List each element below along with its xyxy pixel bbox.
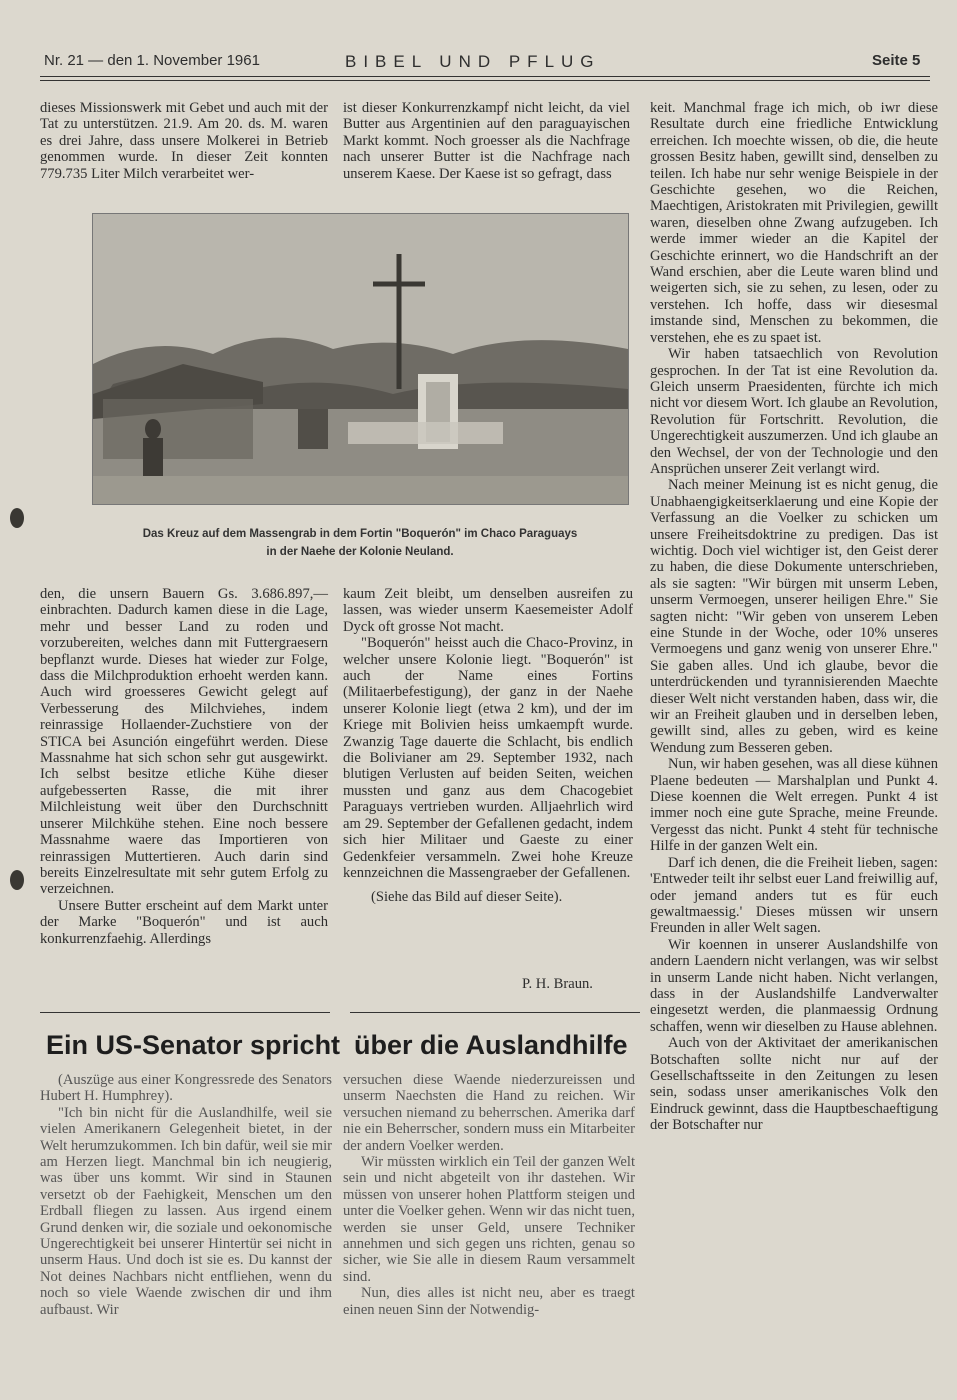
paragraph: versuchen diese Waende niederzureissen und unserm Naechsten die Hand zu reichen. Wir versuchen niemand zu beherrschen. Amerika darf nie ein Beherrscher, sondern muss ein Mitarbeiter der andern Voelker werden. (343, 1072, 635, 1154)
memorial-photo (92, 213, 629, 505)
top-column-1 (40, 100, 328, 182)
paragraph: kaum Zeit bleibt, um denselben ausreifen zu lassen, was wieder unserm Kaesemeister Adolf Dyck oft grosse Not macht. (343, 586, 633, 635)
article2-column-2 (343, 1072, 635, 1318)
paragraph: Wir haben tatsaechlich von Revolution gesprochen. In der Tat ist eine Revolution da. Gleich unserm Praesidenten, fürchte ich mich nicht vor diesem Wort. Ich glaube an Revolution, Revolution für Fortschritt. Revolution, die Ungerechtigkeit auszumerzen. Und ich glaube an den Wechsel, der von der Technologie und den Ansprüchen unserer Zeit verlangt wird. (650, 346, 938, 477)
headline-right: über die Auslandhilfe (354, 1030, 628, 1060)
page-number: Seite 5 (872, 52, 921, 69)
header-rule-thin (40, 80, 930, 81)
photo-caption (80, 525, 640, 561)
mid-column-1 (40, 586, 328, 947)
paragraph: Wir müssten wirklich ein Teil der ganzen Welt sein und nicht abgeteilt von ihr dastehen. Wir müssen von unserer hohen Plattform steigen und unter die Voelker gehen. Wenn wir das nicht tuen, werden sie unser Geld, unsere Techniker annehmen und sich gegen uns richten, genau so sicher, wie Sie alle in diesem Raum versammelt sind. (343, 1154, 635, 1285)
mid-column-2 (343, 586, 633, 906)
article-divider (350, 1012, 640, 1013)
paragraph: Nun, wir haben gesehen, was all diese kühnen Plaene bedeuten — Marshalplan und Punkt 4. Diese koennen die Welt erregen. Punkt 4 ist immer noch eine gute Sprache, meine Freunde. Vergesst das nicht. Punkt 4 steht für technische Hilfe in der ganzen Welt ein. (650, 756, 938, 855)
paragraph: "Ich bin nicht für die Auslandhilfe, weil sie vielen Amerikanern Gelegenheit bietet, in der Welt herumzukommen. Ich bin dafür, weil sie mir am Herzen liegt. Manchmal bin ich neugierig, was über uns kommt. Wir sind in Staunen versetzt ob der Faehigkeit, Menschen um den Erdball fliegen zu lassen. Aus irgend einem Grund denken wir, die soziale und oekonomische Ungerechtigkeit bei unserer Hintertür sei nicht in unserm Haus. Und doch ist sie es. Du kannst der Not deines Nachbars nicht entfliehen, wenn du noch so viele Waende zwischen dir und ihm aufbaust. Wir (40, 1104, 332, 1318)
caption-line-2: in der Naehe der Kolonie Neuland. (266, 546, 454, 558)
paragraph: keit. Manchmal frage ich mich, ob iwr diese Resultate durch eine friedliche Entwicklung erreichen. Ich moechte wissen, ob die, die heute grossen Besitz haben, gewillt sind, denselben zu teilen. Ich habe nur sehr wenige Beispiele in der Geschichte gesehen, wo die Reichen, Maechtigen, Aristokraten mit Privilegien, gewillt waren, dieselben ohne Zwang aufzugeben. Ich werde immer wieder an die Kapitel der Geschichte erinnert, wo die Handschrift an der Wand erschien, aber die Leute waren blind und weigerten sich, sie zu sehen, zu lesen, oder zu verstehen. Ich hoffe, dass wir diesesmal imstande sind, Menschen zu bekommen, die verstehen, ehe es zu spaet ist. (650, 100, 938, 346)
paragraph: dieses Missionswerk mit Gebet und auch mit der Tat zu unterstützen. 21.9. Am 20. ds. M. waren es drei Jahre, dass unsere Molkerei in Betrieb genommen wurde. In dieser Zeit konnten 779.735 Liter Milch verarbeitet wer- (40, 100, 328, 182)
paragraph: (Auszüge aus einer Kongressrede des Senators Hubert H. Humphrey). (40, 1072, 332, 1105)
paragraph: "Boquerón" heisst auch die Chaco-Provinz, in welcher unsere Kolonie liegt. "Boquerón" ist auch der Name eines Fortins (Militaerbefestigung), der ganz in der Naehe unserer Kolonie liegt (etwa 2 km), und der im Kriege mit Bolivien heiss umkaempft wurde. Zwanzig Tage dauerte die Schlacht, bis endlich die Bolivianer am 29. September 1932, nach blutigen Verlusten auf beiden Seiten, weichen mussten und ganz aus dem Chacogebiet Paraguays vertrieben wurden. Alljaehrlich wird am 29. September der Gefallenen gedacht, indem sich hier Militaer und Gaeste zu einer Gedenkfeier versammeln. Zwei hohe Kreuze kennzeichnen die Massengraeber der Gefallenen. (343, 635, 633, 881)
paragraph: Wir koennen in unserer Auslandshilfe von andern Laendern nicht verlangen, was wir selbst in unserm Lande nicht haben. Nicht verlangen, dass in der Auslandshilfe Landverwalter eingesetzt werden, die planmaessig Ordnung schaffen, wenn wir dieselben zu Hause ablehnen. (650, 936, 938, 1035)
paragraph: Nach meiner Meinung ist es nicht genug, die Unabhaengigkeitserklaerung und eine Kopie der Verfassung an die Voelker zu schicken um unsere Freiheitsdoktrine zu predigen. Das ist wichtig. Doch viel wichtiger ist, den Geist derer zu haben, die diese Dokumente unterschrieben, als sie sagten: "Wir bürgen mit unserm Leben, unserm Vermoegen, unserer heiligen Ehre." Sie sagten nicht: "Wir geben von unserem Leben eine Stunde in der Woche, oder 10% unseres Vermoegens und ganz wenig von unserer Ehre." Sie gaben alles. Und ich glaube, bevor die unterdrückenden und tyrannisierenden Maechte dieser Welt nicht verstanden haben, dass wir, die wir an Freiheit glauben und in derselben leben, gewillt sind, alles zu geben, wird es keine Wendung zum Besseren geben. (650, 477, 938, 756)
paragraph: Unsere Butter erscheint auf dem Markt unter der Marke "Boquerón" und ist auch konkurrenzfaehig. Allerdings (40, 897, 328, 947)
author-signature: P. H. Braun. (522, 976, 593, 992)
paragraph: ist dieser Konkurrenzkampf nicht leicht, da viel Butter aus Argentinien auf den paraguayischen Markt kommt. Noch groesser als die Nachfrage nach unserer Butter ist die Nachfrage nach unserem Kaese. Der Kaese ist so gefragt, dass (343, 100, 630, 182)
photo-illustration (93, 214, 628, 504)
top-column-2 (343, 100, 630, 182)
article2-column-1 (40, 1072, 332, 1318)
header-rule (40, 76, 930, 77)
binder-hole (10, 508, 24, 528)
binder-hole (10, 870, 24, 890)
article-divider (40, 1012, 330, 1013)
publication-title: BIBEL UND PFLUG (345, 52, 601, 71)
right-column (650, 100, 938, 1134)
headline-left: Ein US-Senator spricht (46, 1030, 341, 1060)
photo-reference: (Siehe das Bild auf dieser Seite). (371, 889, 563, 906)
issue-date: Nr. 21 — den 1. November 1961 (44, 52, 260, 69)
paragraph: den, die unsern Bauern Gs. 3.686.897,— einbrachten. Dadurch kamen diese in die Lage, mehr und besser Land zu roden und vorzubereiten, welches dann mit Futtergraesern bepflanzt wurde. Dieses hat wieder zur Folge, dass die Milchproduktion erhoeht werden kann. Auch wird groesseres Gewicht gelegt auf Verbesserung des Milchviehes, indem reinrassige Hollaender-Zuchstiere von der STICA bei Asunción eingeführt werden. Diese Massnahme hat sich schon sehr gut ausgewirkt. Ich selbst besitze etliche Kühe dieser aufgebesserten Rasse, die mit ihrer Milchleistung weit über den Durchschnitt unserer Milchkühe stehen. Eine noch bessere Massnahme waere das Importieren von reinrassigen Muttertieren. Auch darin sind bereits Einzelresultate mit sehr gutem Erfolg zu verzeichnen. (40, 586, 328, 898)
paragraph: Darf ich denen, die die Freiheit lieben, sagen: 'Entweder teilt ihr selbst euer Land freiwillig auf, oder jemand anders tut es für euch gewaltmaessig.' Dieses müssen wir unsern Freunden in aller Welt sagen. (650, 854, 938, 937)
paragraph: Nun, dies alles ist nicht neu, aber es traegt einen neuen Sinn der Notwendig- (343, 1285, 635, 1318)
caption-line-1: Das Kreuz auf dem Massengrab in dem Fortin "Boquerón" im Chaco Paraguays (142, 528, 578, 540)
paragraph: Auch von der Aktivitaet der amerikanischen Botschaften sollte nicht nur auf der Gesellschaftsseite in den Zeitungen zu lesen sein, sodass unser amerikanisches Volk den Eindruck gewinnt, dass die Hauptbeschaeftigung der Botschafter nur (650, 1035, 938, 1134)
